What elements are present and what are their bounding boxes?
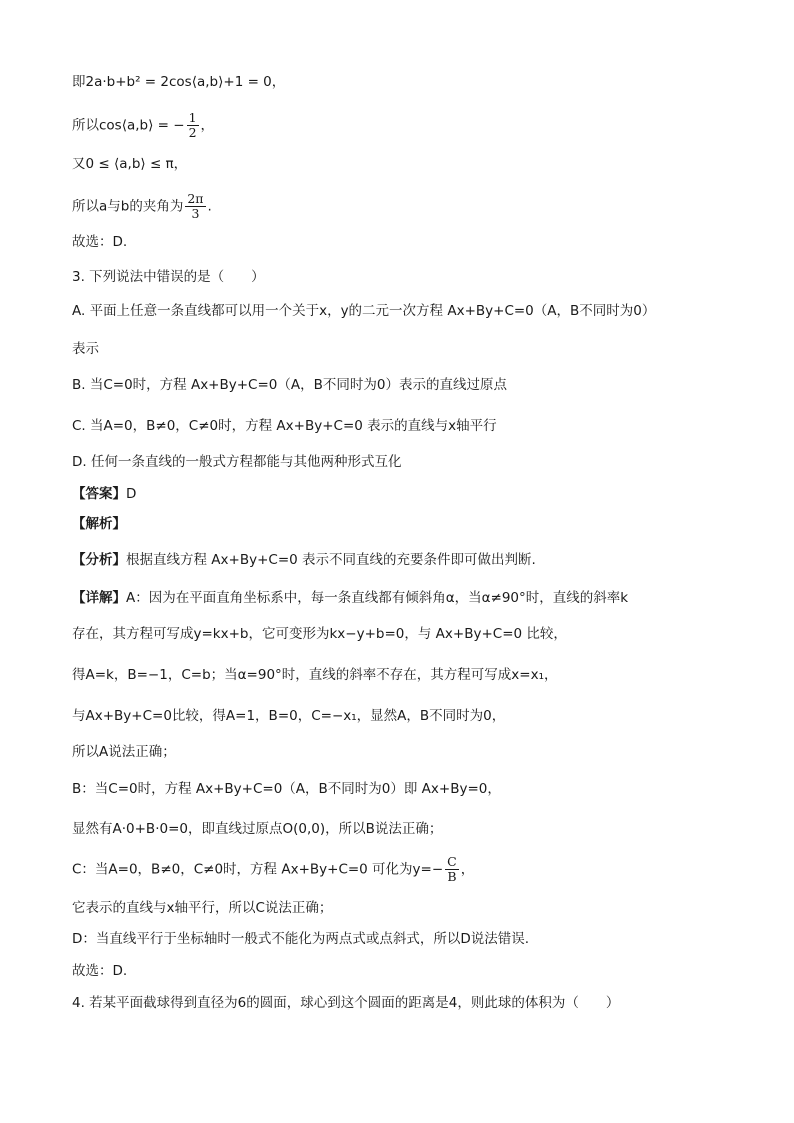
fraction: $\frac{1}{2}$ (188, 110, 197, 140)
detail-line-6: B：当C=0时，方程 Ax+By+C=0（A，B不同时为0）即 Ax+By=0， (72, 781, 501, 797)
solution-line-1: 即2a·b+b² = 2cos⟨a,b⟩+1 = 0， (72, 74, 286, 90)
question-3-title: 3. 下列说法中错误的是（ ） (72, 269, 265, 285)
detail-line-2: 存在，其方程可写成y=kx+b，它可变形为kx−y+b=0，与 Ax+By+C=0 比较， (72, 626, 567, 642)
detail-line-9: 它表示的直线与x轴平行，所以C说法正确； (72, 900, 333, 916)
fraction: $\frac{2\pi}{3}$ (187, 191, 204, 221)
answer-choice-line: 故选：D. (72, 234, 128, 250)
solution-line-3: 又0 ≤ ⟨a,b⟩ ≤ π， (72, 156, 188, 172)
option-d: D. 任何一条直线的一般式方程都能与其他两种形式互化 (72, 454, 402, 470)
detail-line-4: 与Ax+By+C=0比较，得A=1，B=0，C=−x₁，显然A，B不同时为0， (72, 708, 506, 724)
detail-line-8: C：当A=0，B≠0，C≠0时，方程 Ax+By+C=0 可化为y=− $\frac{C}{B}$ ， (72, 854, 475, 884)
detail-line-7: 显然有A·0+B·0=0，即直线过原点O(0,0)，所以B说法正确； (72, 821, 443, 837)
detail-line-5: 所以A说法正确； (72, 744, 176, 760)
analysis-summary: 【分析】根据直线方程 Ax+By+C=0 表示不同直线的充要条件即可做出判断. (72, 552, 536, 568)
option-a: A. 平面上任意一条直线都可以用一个关于x，y的二元一次方程 Ax+By+C=0（A，B不同时为0） (72, 303, 656, 319)
option-b: B. 当C=0时，方程 Ax+By+C=0（A，B不同时为0）表示的直线过原点 (72, 377, 507, 393)
detail-line-10: D：当直线平行于坐标轴时一般式不能化为两点式或点斜式，所以D说法错误. (72, 931, 530, 947)
solution-line-4: 所以a与b的夹角为 $\frac{2\pi}{3}$ . (72, 191, 212, 221)
detail-line-3: 得A=k，B=−1，C=b；当α=90°时，直线的斜率不存在，其方程可写成x=x₁， (72, 667, 558, 683)
option-c: C. 当A=0，B≠0，C≠0时，方程 Ax+By+C=0 表示的直线与x轴平行 (72, 418, 497, 434)
answer-line: 【答案】D (72, 486, 137, 502)
detail-line-1: 【详解】A：因为在平面直角坐标系中，每一条直线都有倾斜角α，当α≠90°时，直线的斜率k (72, 590, 629, 606)
fraction: $\frac{C}{B}$ (447, 854, 457, 884)
question-4-title: 4. 若某平面截球得到直径为6的圆面，球心到这个圆面的距离是4，则此球的体积为（ ） (72, 995, 620, 1011)
solution-line-2: 所以cos⟨a,b⟩ = − $\frac{1}{2}$ ， (72, 110, 215, 140)
detail-line-11: 故选：D. (72, 963, 128, 979)
option-a-continued: 表示 (72, 341, 99, 357)
analysis-heading: 【解析】 (72, 516, 126, 532)
